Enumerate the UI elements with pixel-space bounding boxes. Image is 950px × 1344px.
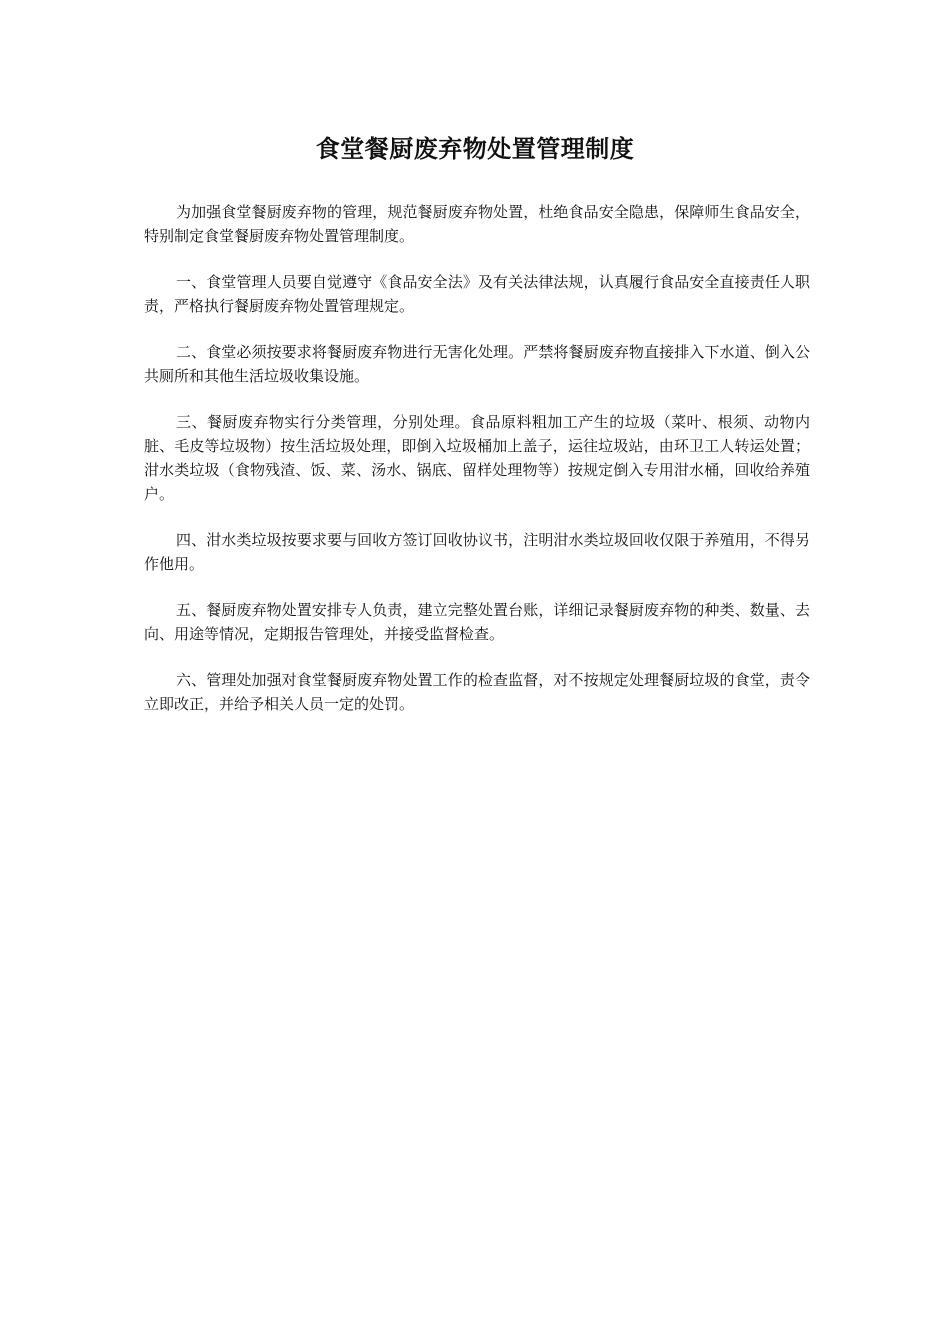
- document-body: [144, 200, 810, 738]
- document-title: 食堂餐厨废弃物处置管理制度: [315, 134, 635, 163]
- paragraph-item-1: 一、食堂管理人员要自觉遵守《食品安全法》及有关法律法规，认真履行食品安全直接责任人职责，严格执行餐厨废弃物处置管理规定。: [144, 273, 810, 315]
- paragraph-item-5: 五、餐厨废弃物处置安排专人负责，建立完整处置台账，详细记录餐厨废弃物的种类、数量、去向、用途等情况，定期报告管理处，并接受监督检查。: [144, 601, 810, 643]
- paragraph-item-4: 四、泔水类垃圾按要求要与回收方签订回收协议书，注明泔水类垃圾回收仅限于养殖用，不得另作他用。: [144, 531, 810, 573]
- paragraph-item-2: 二、食堂必须按要求将餐厨废弃物进行无害化处理。严禁将餐厨废弃物直接排入下水道、倒入公共厕所和其他生活垃圾收集设施。: [144, 343, 810, 385]
- paragraph-intro: 为加强食堂餐厨废弃物的管理，规范餐厨废弃物处置，杜绝食品安全隐患，保障师生食品安全，特别制定食堂餐厨废弃物处置管理制度。: [144, 203, 810, 245]
- paragraph-item-3: 三、餐厨废弃物实行分类管理，分别处理。食品原料粗加工产生的垃圾（菜叶、根须、动物内脏、毛皮等垃圾物）按生活垃圾处理，即倒入垃圾桶加上盖子，运往垃圾站，由环卫工人转运处置；泔水类垃圾（食物残渣、饭、菜、汤水、锅底、留样处理物等）按规定倒入专用泔水桶，回收给养殖户。: [144, 413, 810, 503]
- paragraph-item-6: 六、管理处加强对食堂餐厨废弃物处置工作的检查监督，对不按规定处理餐厨垃圾的食堂，责令立即改正，并给予相关人员一定的处罚。: [144, 671, 810, 713]
